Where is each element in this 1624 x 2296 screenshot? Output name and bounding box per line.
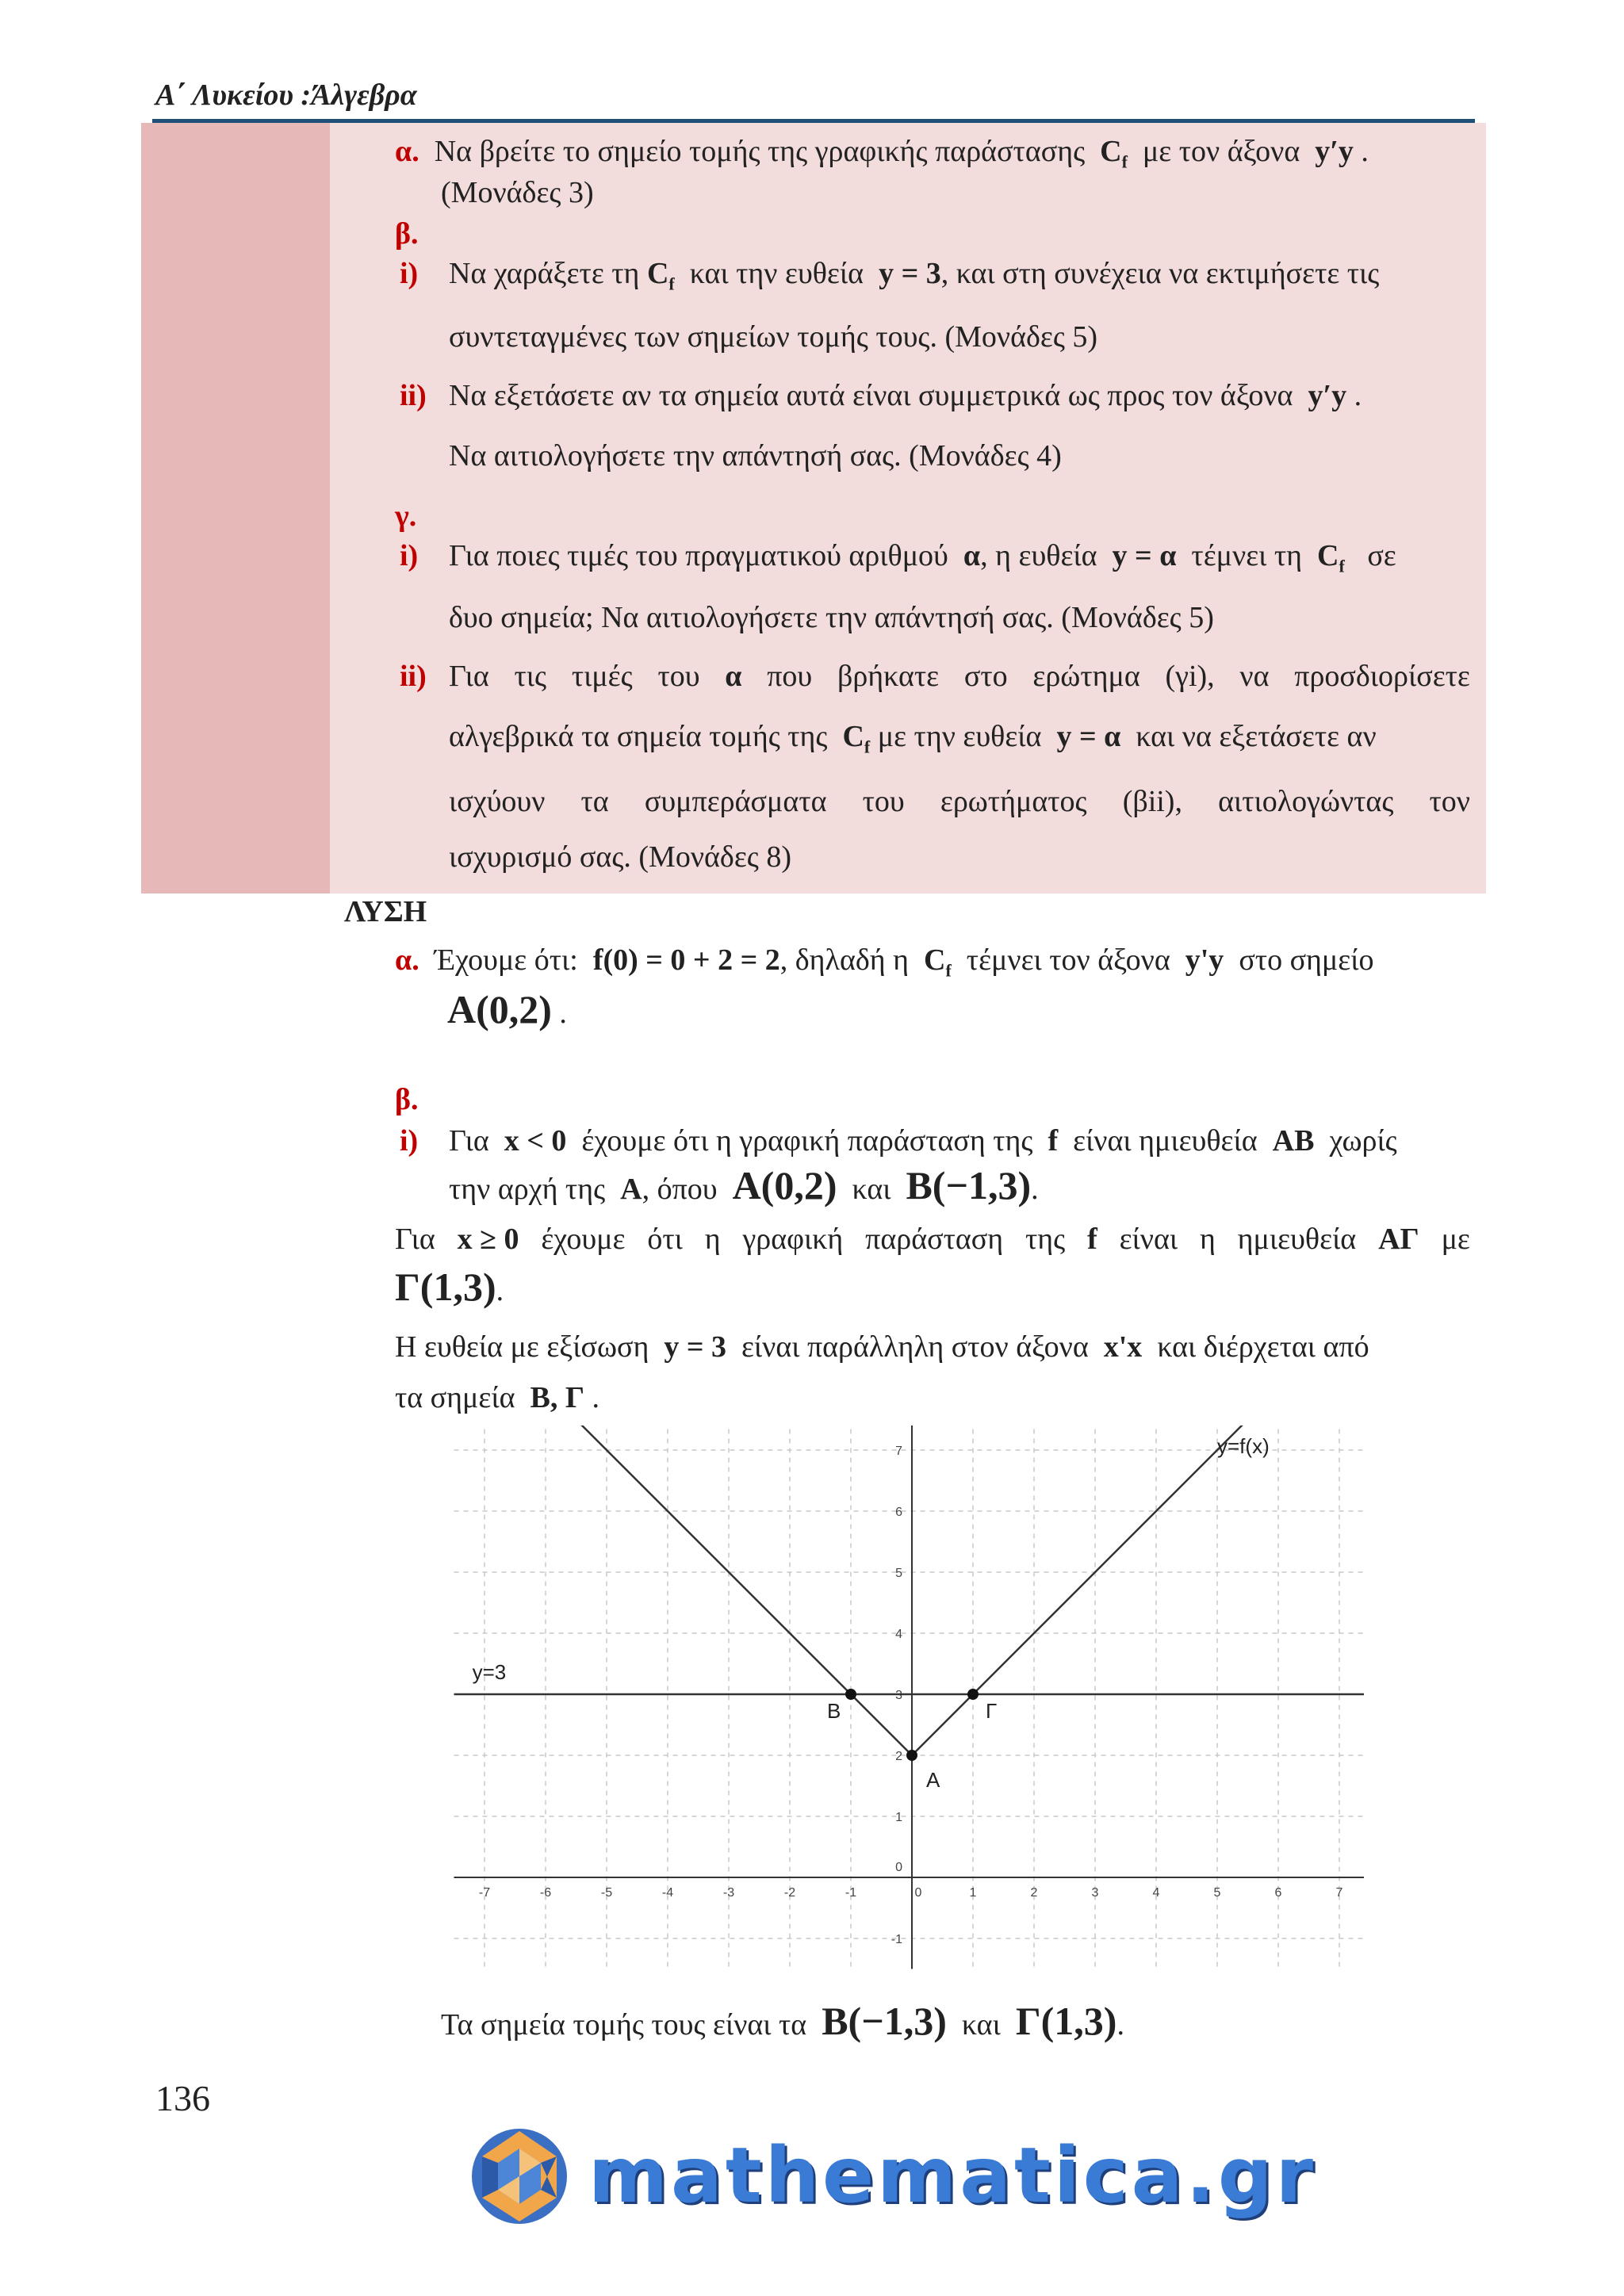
question-bii-text: Να εξετάσετε αν τα σημεία αυτά είναι συμμετρικά ως προς τον άξονα y′y . bbox=[449, 379, 1362, 412]
question-c-label: γ. bbox=[395, 499, 417, 533]
mathematica-logo-icon bbox=[468, 2125, 571, 2228]
point-marker bbox=[906, 1750, 917, 1761]
x-tick-label: -5 bbox=[600, 1886, 613, 1900]
x-tick-label: 6 bbox=[1274, 1886, 1282, 1900]
y-tick-label: -1 bbox=[891, 1933, 902, 1946]
y-tick-label: 1 bbox=[895, 1811, 902, 1824]
point-label: Γ bbox=[986, 1699, 998, 1723]
solution-p3-line2: τα σημεία Β, Γ . bbox=[395, 1381, 600, 1414]
x-tick-label: 7 bbox=[1335, 1886, 1343, 1900]
point-label: Α bbox=[926, 1768, 940, 1792]
solution-p2-line1: Για x ≥ 0 έχουμε ότι η γραφική παράσταση της f είναι η ημιευθεία ΑΓ με bbox=[395, 1223, 1470, 1256]
solution-a-point: Α(0,2) . bbox=[447, 987, 567, 1031]
question-b-label: β. bbox=[395, 217, 419, 251]
y-tick-label: 4 bbox=[895, 1628, 902, 1641]
series-label: y=f(x) bbox=[1217, 1434, 1270, 1458]
question-cii-label: ii) bbox=[400, 660, 427, 693]
x-tick-label: -1 bbox=[845, 1886, 857, 1900]
x-tick-label: 5 bbox=[1213, 1886, 1221, 1900]
y-tick-label: 6 bbox=[895, 1506, 902, 1519]
solution-p2-line2: Γ(1,3). bbox=[395, 1265, 504, 1309]
question-a-points: (Μονάδες 3) bbox=[441, 176, 594, 209]
question-cii-line2: αλγεβρικά τα σημεία τομής της $C_f$ με την ευθεία y = α και να εξετάσετε αν bbox=[449, 720, 1377, 757]
question-ci-label: i) bbox=[400, 539, 419, 572]
y-tick-label: 2 bbox=[895, 1750, 902, 1763]
solution-b-label: β. bbox=[395, 1083, 419, 1116]
problem-box-margin bbox=[141, 123, 330, 894]
y-tick-label: 3 bbox=[895, 1689, 902, 1702]
x-tick-label: -3 bbox=[722, 1886, 735, 1900]
question-a: α. Να βρείτε το σημείο τομής της γραφικής παράστασης $C_f$ με τον άξονα y′y . bbox=[395, 135, 1369, 172]
question-cii-line4: ισχυρισμό σας. (Μονάδες 8) bbox=[449, 840, 791, 874]
point-marker bbox=[845, 1689, 856, 1700]
point-marker bbox=[967, 1689, 979, 1700]
x-tick-label: -2 bbox=[783, 1886, 796, 1900]
point-label: Β bbox=[827, 1699, 841, 1723]
x-tick-label: 3 bbox=[1091, 1886, 1099, 1900]
question-cii-line3: ισχύουν τα συμπεράσματα του ερωτήματος (βii), αιτιολογώντας τον bbox=[449, 785, 1470, 818]
x-tick-label: 0 bbox=[914, 1886, 922, 1900]
question-bi-label: i) bbox=[400, 257, 419, 290]
solution-bi-text: Για x < 0 έχουμε ότι η γραφική παράσταση της f είναι ημιευθεία ΑΒ χωρίς bbox=[449, 1124, 1397, 1158]
question-bi-line2: συντεταγμένες των σημείων τομής τους. (Μονάδες 5) bbox=[449, 320, 1098, 354]
x-tick-label: 1 bbox=[969, 1886, 977, 1900]
x-tick-label: -7 bbox=[478, 1886, 491, 1900]
page-number: 136 bbox=[155, 2078, 210, 2118]
x-tick-label: 2 bbox=[1030, 1886, 1038, 1900]
question-bi-text: Να χαράξετε τη $C_f$ και την ευθεία y = 3, και στη συνέχεια να εκτιμήσετε τις bbox=[449, 257, 1380, 294]
solution-a: α. Έχουμε ότι: f(0) = 0 + 2 = 2, δηλαδή η $C_f$ τέμνει τον άξονα y'y στο σημείο bbox=[395, 943, 1374, 981]
mathematica-logo-text: mathematica.gr bbox=[588, 2131, 1316, 2220]
solution-title: ΛΥΣΗ bbox=[344, 895, 427, 928]
solution-final: Τα σημεία τομής τους είναι τα Β(−1,3) και Γ(1,3). bbox=[441, 1999, 1124, 2043]
series-label: y=3 bbox=[472, 1659, 507, 1684]
x-tick-label: 4 bbox=[1152, 1886, 1160, 1900]
problem-box bbox=[330, 123, 1486, 894]
question-ci-line2: δυο σημεία; Να αιτιολογήσετε την απάντησή σας. (Μονάδες 5) bbox=[449, 601, 1214, 634]
function-graph bbox=[396, 1425, 1364, 1993]
page-header-title: Α΄ Λυκείου :Άλγεβρα bbox=[155, 78, 417, 112]
solution-bi-line2: την αρχή της Α, όπου Α(0,2) και Β(−1,3). bbox=[449, 1163, 1039, 1207]
question-bii-line2: Να αιτιολογήσετε την απάντησή σας. (Μονάδες 4) bbox=[449, 439, 1062, 473]
question-bii-label: ii) bbox=[400, 379, 427, 412]
solution-p3-line1: Η ευθεία με εξίσωση y = 3 είναι παράλληλη στον άξονα x'x και διέρχεται από bbox=[395, 1330, 1369, 1364]
y-tick-label: 7 bbox=[895, 1445, 902, 1458]
y-tick-label: 5 bbox=[895, 1567, 902, 1580]
question-ci-text: Για ποιες τιμές του πραγματικού αριθμού α, η ευθεία y = α τέμνει τη $C_f$ σε bbox=[449, 539, 1396, 576]
x-tick-label: -6 bbox=[539, 1886, 552, 1900]
solution-bi-label: i) bbox=[400, 1124, 419, 1158]
y-tick-label: 0 bbox=[895, 1861, 902, 1874]
question-cii-line1: Για τις τιμές του α που βρήκατε στο ερώτημα (γi), να προσδιορίσετε bbox=[449, 660, 1470, 693]
x-tick-label: -4 bbox=[661, 1886, 674, 1900]
